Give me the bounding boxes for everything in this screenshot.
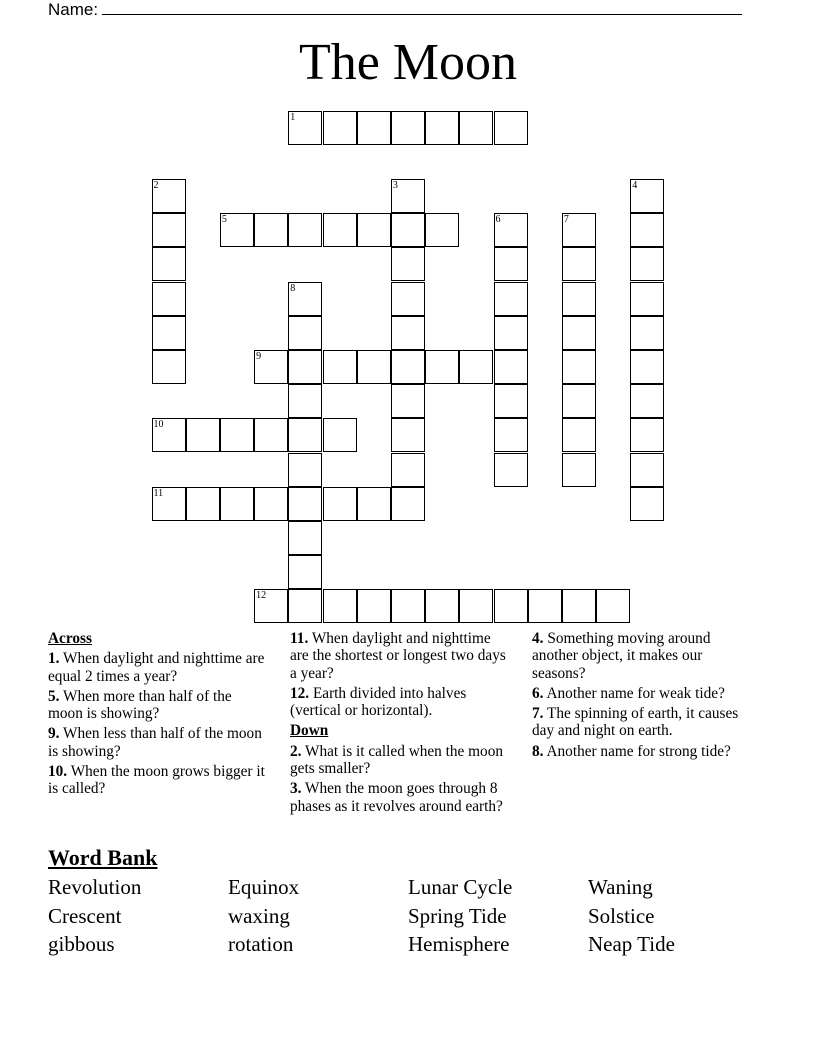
word-bank-heading: Word Bank (48, 845, 158, 870)
crossword-cell[interactable] (288, 350, 322, 384)
page-title: The Moon (298, 34, 518, 91)
clue-text: Another name for strong tide? (546, 742, 731, 760)
clue-number: 10. (48, 763, 68, 781)
clue-down-7 (532, 705, 754, 740)
crossword-cell[interactable] (152, 316, 186, 350)
clue-number: 7. (532, 705, 544, 723)
crossword-cell[interactable] (630, 316, 664, 350)
crossword-cell[interactable] (357, 487, 391, 521)
crossword-cell[interactable] (459, 111, 493, 145)
clue-text: Earth divided into halves (vertical or horizontal). (290, 684, 467, 720)
crossword-cell[interactable] (494, 282, 528, 316)
crossword-cell[interactable] (562, 282, 596, 316)
crossword-cell[interactable] (357, 350, 391, 384)
crossword-cell[interactable] (152, 179, 186, 213)
crossword-cell[interactable] (494, 384, 528, 418)
crossword-cell[interactable] (391, 111, 425, 145)
crossword-cell[interactable] (391, 453, 425, 487)
crossword-cell[interactable] (630, 282, 664, 316)
crossword-cell[interactable] (494, 589, 528, 623)
crossword-cell[interactable] (562, 213, 596, 247)
crossword-cell[interactable] (425, 589, 459, 623)
clue-number: 5. (48, 687, 60, 705)
crossword-cell[interactable] (391, 487, 425, 521)
clue-down-6 (532, 685, 754, 702)
crossword-cell[interactable] (220, 418, 254, 452)
crossword-cell[interactable] (391, 179, 425, 213)
crossword-cell[interactable] (152, 350, 186, 384)
cell-number: 7 (563, 214, 569, 226)
crossword-cell[interactable] (357, 589, 391, 623)
crossword-cell[interactable] (562, 316, 596, 350)
cell-number: 10 (153, 419, 164, 431)
crossword-cell[interactable] (630, 453, 664, 487)
clue-across-12 (290, 685, 512, 720)
clue-text: What is it called when the moon gets smaller? (290, 742, 504, 778)
clue-number: 6. (532, 684, 544, 702)
clue-down-4 (532, 630, 754, 682)
crossword-cell[interactable] (562, 247, 596, 281)
crossword-cell[interactable] (630, 418, 664, 452)
clue-number: 2. (290, 742, 302, 760)
crossword-cell[interactable] (288, 521, 322, 555)
crossword-cell[interactable] (391, 213, 425, 247)
across-heading: Across (48, 630, 92, 647)
crossword-cell[interactable] (152, 282, 186, 316)
cell-number: 3 (392, 179, 398, 191)
crossword-cell[interactable] (494, 350, 528, 384)
word-bank-item: Revolution (48, 875, 142, 899)
crossword-cell[interactable] (152, 418, 186, 452)
clue-across-9 (48, 725, 270, 760)
clue-text: When less than half of the moon is showing? (48, 725, 262, 760)
clue-text: When the moon goes through 8 phases as it revolves around earth? (290, 780, 503, 815)
crossword-cell[interactable] (459, 350, 493, 384)
word-bank-item: gibbous (48, 932, 115, 956)
crossword-cell[interactable] (425, 350, 459, 384)
crossword-cell[interactable] (220, 487, 254, 521)
crossword-cell[interactable] (630, 179, 664, 213)
crossword-cell[interactable] (254, 487, 288, 521)
clue-across-11 (290, 630, 512, 682)
cell-number: 1 (290, 111, 296, 123)
word-bank-item: Hemisphere (408, 932, 510, 956)
clue-across-1 (48, 650, 270, 685)
crossword-cell[interactable] (323, 111, 357, 145)
crossword-cell[interactable] (630, 213, 664, 247)
word-bank-item: Waning (588, 875, 653, 899)
crossword-cell[interactable] (323, 487, 357, 521)
word-bank-item: Crescent (48, 904, 122, 928)
word-bank-item: Equinox (228, 875, 300, 899)
clue-down-8 (532, 743, 754, 760)
crossword-cell[interactable] (254, 350, 288, 384)
clues-column-3 (532, 630, 754, 763)
crossword-cell[interactable] (254, 213, 288, 247)
crossword-cell[interactable] (323, 589, 357, 623)
clue-across-10 (48, 763, 270, 798)
crossword-cell[interactable] (494, 453, 528, 487)
crossword-cell[interactable] (288, 589, 322, 623)
crossword-cell[interactable] (186, 418, 220, 452)
crossword-cell[interactable] (596, 589, 630, 623)
cell-number: 9 (256, 350, 262, 362)
clue-number: 11. (290, 630, 309, 647)
crossword-cell[interactable] (562, 589, 596, 623)
word-bank-item: Neap Tide (588, 932, 675, 956)
cell-number: 6 (495, 214, 501, 226)
clue-number: 1. (48, 650, 60, 668)
crossword-cell[interactable] (391, 589, 425, 623)
word-bank-item: Solstice (588, 904, 655, 928)
crossword-cell[interactable] (391, 384, 425, 418)
cell-number: 11 (153, 487, 164, 499)
crossword-cell[interactable] (288, 453, 322, 487)
crossword-cell[interactable] (288, 213, 322, 247)
clue-text: When daylight and nighttime are the shortest or longest two days a year? (290, 630, 506, 682)
crossword-cell[interactable] (391, 316, 425, 350)
clue-number: 8. (532, 742, 544, 760)
crossword-cell[interactable] (562, 418, 596, 452)
clues-column-1 (48, 630, 270, 801)
crossword-cell[interactable] (288, 555, 322, 589)
clue-text: Something moving around another object, it makes our seasons? (532, 630, 711, 682)
clues-column-2 (290, 630, 512, 818)
crossword-cell[interactable] (425, 111, 459, 145)
clue-down-2 (290, 743, 512, 778)
cell-number: 2 (153, 179, 159, 191)
crossword-cell[interactable] (494, 418, 528, 452)
word-bank-item: Lunar Cycle (408, 875, 513, 899)
crossword-cell[interactable] (425, 213, 459, 247)
crossword-cell[interactable] (288, 418, 322, 452)
crossword-cell[interactable] (288, 316, 322, 350)
clue-number: 4. (532, 630, 544, 647)
crossword-cell[interactable] (630, 247, 664, 281)
clue-text: The spinning of earth, it causes day and night on earth. (532, 705, 739, 740)
crossword-cell[interactable] (494, 247, 528, 281)
clue-number: 12. (290, 684, 310, 702)
word-bank-item: rotation (228, 932, 294, 956)
clue-number: 3. (290, 780, 302, 798)
crossword-cell[interactable] (288, 282, 322, 316)
crossword-cell[interactable] (323, 350, 357, 384)
clue-text: When the moon grows bigger it is called? (48, 763, 265, 798)
crossword-cell[interactable] (391, 418, 425, 452)
crossword-cell[interactable] (254, 418, 288, 452)
crossword-cell[interactable] (494, 111, 528, 145)
cell-number: 12 (256, 590, 267, 602)
crossword-cell[interactable] (494, 316, 528, 350)
cell-number: 8 (290, 282, 296, 294)
crossword-cell[interactable] (391, 282, 425, 316)
crossword-cell[interactable] (220, 213, 254, 247)
clue-text: When daylight and nighttime are equal 2 times a year? (48, 650, 265, 685)
name-label: Name: (48, 0, 99, 19)
crossword-cell[interactable] (152, 247, 186, 281)
clue-down-3 (290, 780, 512, 815)
crossword-cell[interactable] (562, 453, 596, 487)
crossword-cell[interactable] (254, 589, 288, 623)
crossword-cell[interactable] (494, 213, 528, 247)
crossword-cell[interactable] (630, 350, 664, 384)
crossword-cell[interactable] (630, 384, 664, 418)
crossword-cell[interactable] (323, 418, 357, 452)
clue-text: Another name for weak tide? (546, 684, 725, 702)
crossword-cell[interactable] (323, 213, 357, 247)
crossword-cell[interactable] (152, 487, 186, 521)
word-bank-item: Spring Tide (408, 904, 507, 928)
crossword-cell[interactable] (562, 350, 596, 384)
clue-text: When more than half of the moon is showing? (48, 687, 232, 723)
clue-across-5 (48, 688, 270, 723)
crossword-cell[interactable] (391, 247, 425, 281)
clue-number: 9. (48, 725, 60, 743)
crossword-cell[interactable] (391, 350, 425, 384)
crossword-cell[interactable] (288, 111, 322, 145)
crossword-cell[interactable] (186, 487, 220, 521)
crossword-cell[interactable] (288, 384, 322, 418)
cell-number: 5 (221, 214, 227, 226)
down-heading: Down (290, 722, 329, 740)
crossword-cell[interactable] (459, 589, 493, 623)
crossword-cell[interactable] (357, 111, 391, 145)
crossword-cell[interactable] (562, 384, 596, 418)
crossword-cell[interactable] (152, 213, 186, 247)
word-bank-item: waxing (228, 904, 290, 928)
cell-number: 4 (632, 179, 638, 191)
crossword-cell[interactable] (528, 589, 562, 623)
crossword-cell[interactable] (288, 487, 322, 521)
crossword-cell[interactable] (357, 213, 391, 247)
crossword-cell[interactable] (630, 487, 664, 521)
